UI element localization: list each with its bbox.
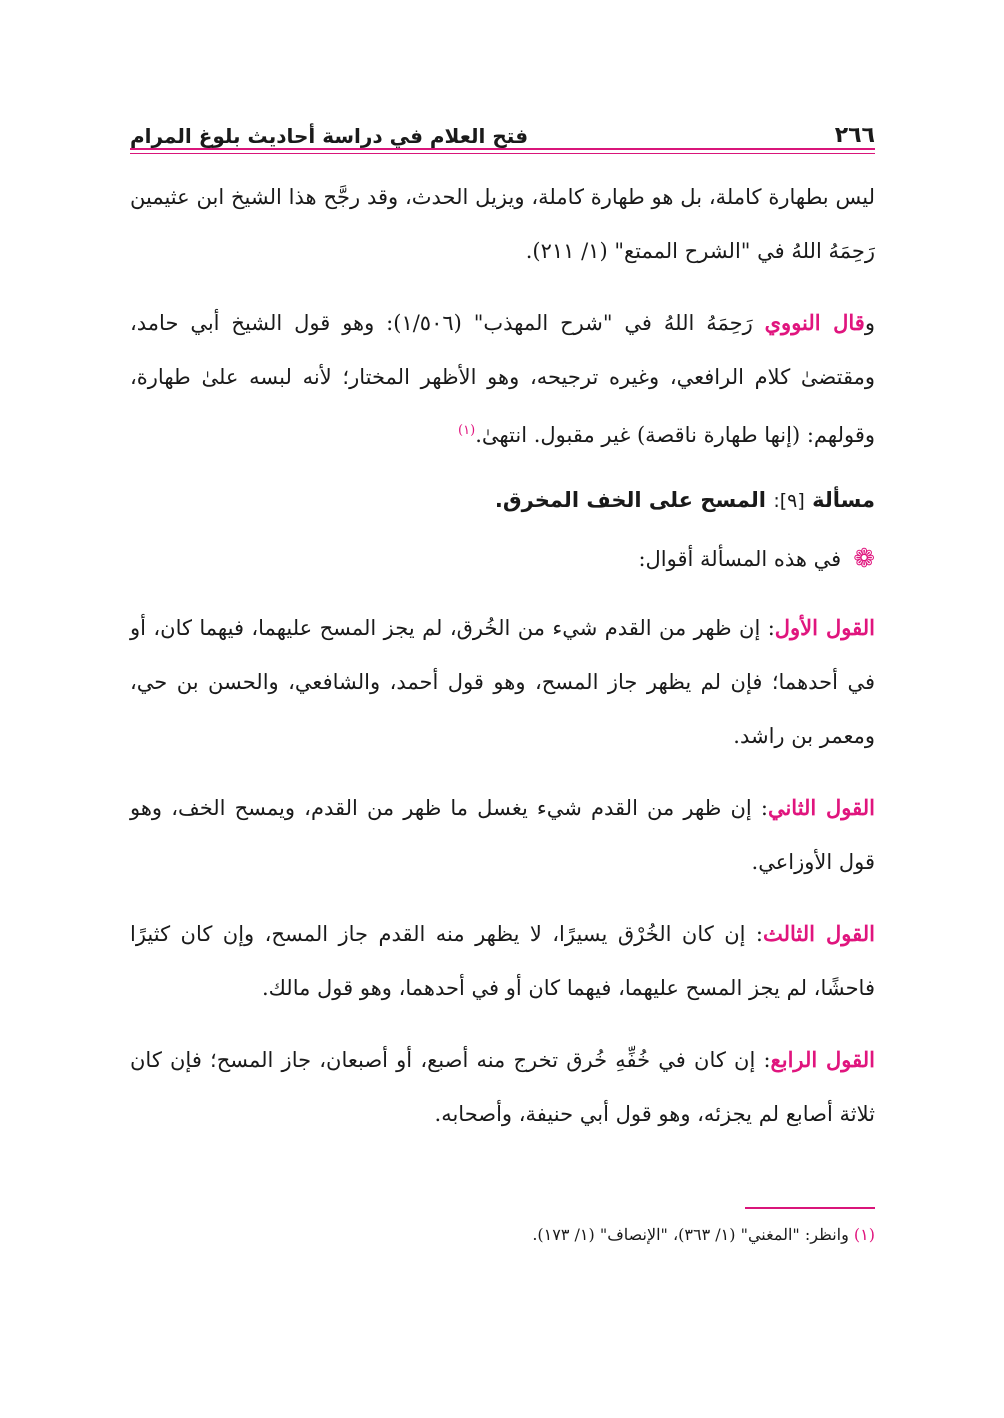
header-rule-thick (130, 148, 875, 150)
book-title: فتح العلام في دراسة أحاديث بلوغ المرام (130, 124, 529, 148)
page-body (130, 170, 875, 1159)
paragraph-ibn-uthaymeen (130, 170, 875, 278)
issue-number: [٩]: (773, 490, 805, 512)
footnote-number: (١) (853, 1225, 875, 1244)
book-page (130, 0, 875, 1418)
flower-ornament-icon: ❁ (853, 544, 875, 574)
saying-text: : إن كان في خُفِّهِ خُرق تخرج منه أصبع، أو أصبعان، جاز المسح؛ فإن كان ثلاثة أصابع لم يجزئه، وهو قول أبي حنيفة، وأصحابه. (130, 1048, 875, 1126)
scholar-name-highlight: قال النووي (764, 310, 865, 335)
paragraph-nawawi (130, 296, 875, 462)
issue-label: مسألة (812, 488, 875, 512)
saying-label: القول الثالث (762, 921, 875, 946)
saying-text: : إن كان الخُرْق يسيرًا، لا يظهر منه القدم جاز المسح، وإن كان كثيرًا فاحشًا، لم يجز المسح عليهما، فيهما كان أو في أحدهما، وهو قول مالك. (130, 922, 875, 1000)
paragraph-text: ليس بطهارة كاملة، بل هو طهارة كاملة، ويزيل الحدث، وقد رجَّح هذا الشيخ ابن عثيمين رَحِمَهُ اللهُ في "الشرح الممتع" (١/ ٢١١). (130, 185, 875, 263)
saying-second (130, 781, 875, 889)
saying-label: القول الرابع (770, 1047, 876, 1072)
paragraph-prefix: و (864, 311, 876, 335)
saying-label: القول الثاني (767, 795, 875, 820)
saying-label: القول الأول (774, 615, 875, 640)
running-header (130, 112, 875, 148)
footnote-text: وانظر: "المغني" (١/ ٣٦٣)، "الإنصاف" (١/ ١٧٣). (532, 1225, 854, 1244)
intro-text: في هذه المسألة أقوال: (638, 547, 842, 571)
saying-third (130, 907, 875, 1015)
footnote-reference[interactable]: (١) (458, 423, 476, 438)
header-rule-thin (130, 153, 875, 154)
issue-title: المسح على الخف المخرق. (494, 488, 767, 512)
saying-first (130, 601, 875, 763)
footnote-separator (745, 1207, 875, 1209)
paragraph-text: رَحِمَهُ اللهُ في "شرح المهذب" (١/٥٠٦): وهو قول الشيخ أبي حامد، ومقتضىٰ كلام الرافعي، وغيره ترجيحه، وهو الأظهر المختار؛ لأنه لبسه علىٰ طهارة، وقولهم: (إنها طهارة ناقصة) غير مقبول. انتهىٰ. (130, 311, 875, 447)
saying-text: : إن ظهر من القدم شيء من الخُرق، لم يجز المسح عليهما، فيهما كان، أو في أحدهما؛ فإن لم يظهر جاز المسح، وهو قول أحمد، والشافعي، والحسن بن حي، ومعمر بن راشد. (130, 616, 875, 748)
issue-heading (130, 480, 875, 521)
issue-intro (130, 539, 875, 579)
saying-text: : إن ظهر من القدم شيء يغسل ما ظهر من القدم، ويمسح الخف، وهو قول الأوزاعي. (130, 796, 875, 874)
footnote (130, 1222, 875, 1248)
page-number: ٢٦٦ (834, 123, 875, 148)
saying-fourth (130, 1033, 875, 1141)
